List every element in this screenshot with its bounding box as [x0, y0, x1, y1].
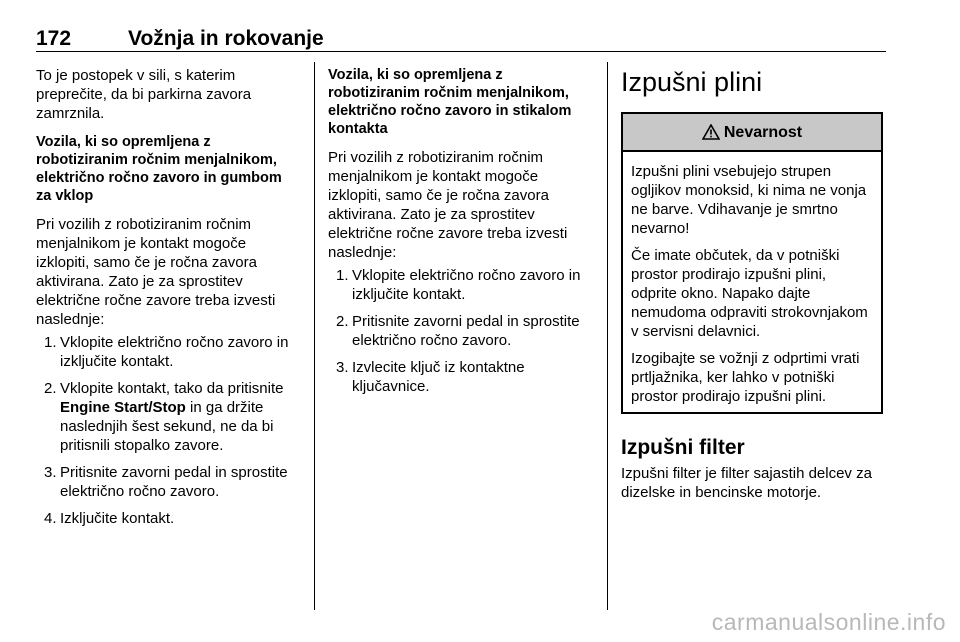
list-item: 3. Pritisnite zavorni pedal in sprostite električno ročno zavoro. — [44, 464, 288, 500]
warning-paragraph: Izpušni plini vsebujejo strupen ogljikov monoksid, ki nima ne vonja ne barve. Vdihavanje je smrtno nevarno! — [631, 163, 867, 237]
list-item: 1. Vklopite električno ročno zavoro in izključite kontakt. — [336, 267, 581, 303]
steps-list — [328, 266, 592, 396]
intro-paragraph: To je postopek v sili, s katerim preprečite, da bi parkirna zavora zamrznila. — [36, 67, 252, 122]
section-title: Izpušni plini — [621, 67, 763, 97]
list-item: 2. Pritisnite zavorni pedal in sprostite električno ročno zavoro. — [336, 313, 580, 349]
column-divider — [314, 62, 315, 610]
list-item: 4. Izključite kontakt. — [44, 510, 175, 527]
warning-paragraph: Izogibajte se vožnji z odprtimi vrati prtljažnika, ker lahko v potniški prostor prodirajo izpušni plini. — [631, 350, 860, 405]
page-number: 172 — [36, 27, 72, 50]
column-left — [36, 66, 300, 536]
list-item: 2. Vklopite kontakt, tako da pritisnite Engine Start/Stop in ga držite naslednjih šest sekund, ne da bi pritisnili stopalko zavore. — [44, 380, 284, 454]
body-paragraph: Pri vozilih z robotiziranim ročnim menjalnikom je kontakt mogoče izklopiti, samo če je ročna zavora aktivirana. Zato je za sprostitev električne ročne zavore treba izvesti naslednje: — [36, 216, 276, 328]
steps-list — [36, 333, 300, 528]
chapter-title: Vožnja in rokovanje — [128, 27, 324, 50]
page-header — [36, 27, 886, 52]
column-middle — [328, 66, 592, 404]
section-heading: Vozila, ki so opremljena z robotiziranim ročnim menjalnikom, električno ročno zavoro in stikalom kontakta — [328, 67, 572, 137]
column-right — [621, 64, 887, 512]
body-paragraph: Izpušni filter je filter sajastih delcev za dizelske in bencinske motorje. — [621, 465, 872, 501]
watermark: carmanualsonline.info — [711, 609, 946, 635]
list-item: 1. Vklopite električno ročno zavoro in izključite kontakt. — [44, 334, 289, 370]
warning-box — [621, 112, 883, 414]
body-paragraph: Pri vozilih z robotiziranim ročnim menjalnikom je kontakt mogoče izklopiti, samo če je ročna zavora aktivirana. Zato je za sprostitev električne ročne zavore treba izvesti naslednje: — [328, 149, 568, 261]
warning-paragraph: Če imate občutek, da v potniški prostor prodirajo izpušni plini, odprite okno. Napako dajte nemudoma odpraviti strokovnjakom v servisni delavnici. — [631, 247, 868, 340]
section-heading: Vozila, ki so opremljena z robotiziranim ročnim menjalnikom, električno ročno zavoro in gumbom za vklop — [36, 134, 282, 204]
warning-label: Nevarnost — [723, 123, 803, 141]
column-divider — [607, 62, 608, 610]
warning-body — [623, 152, 881, 412]
warning-header — [623, 114, 881, 152]
button-name: Engine Start/Stop — [60, 399, 186, 416]
list-item: 3. Izvlecite ključ iz kontaktne ključavnice. — [336, 359, 525, 395]
warning-triangle-icon — [702, 124, 720, 140]
subsection-title: Izpušni filter — [621, 436, 745, 459]
